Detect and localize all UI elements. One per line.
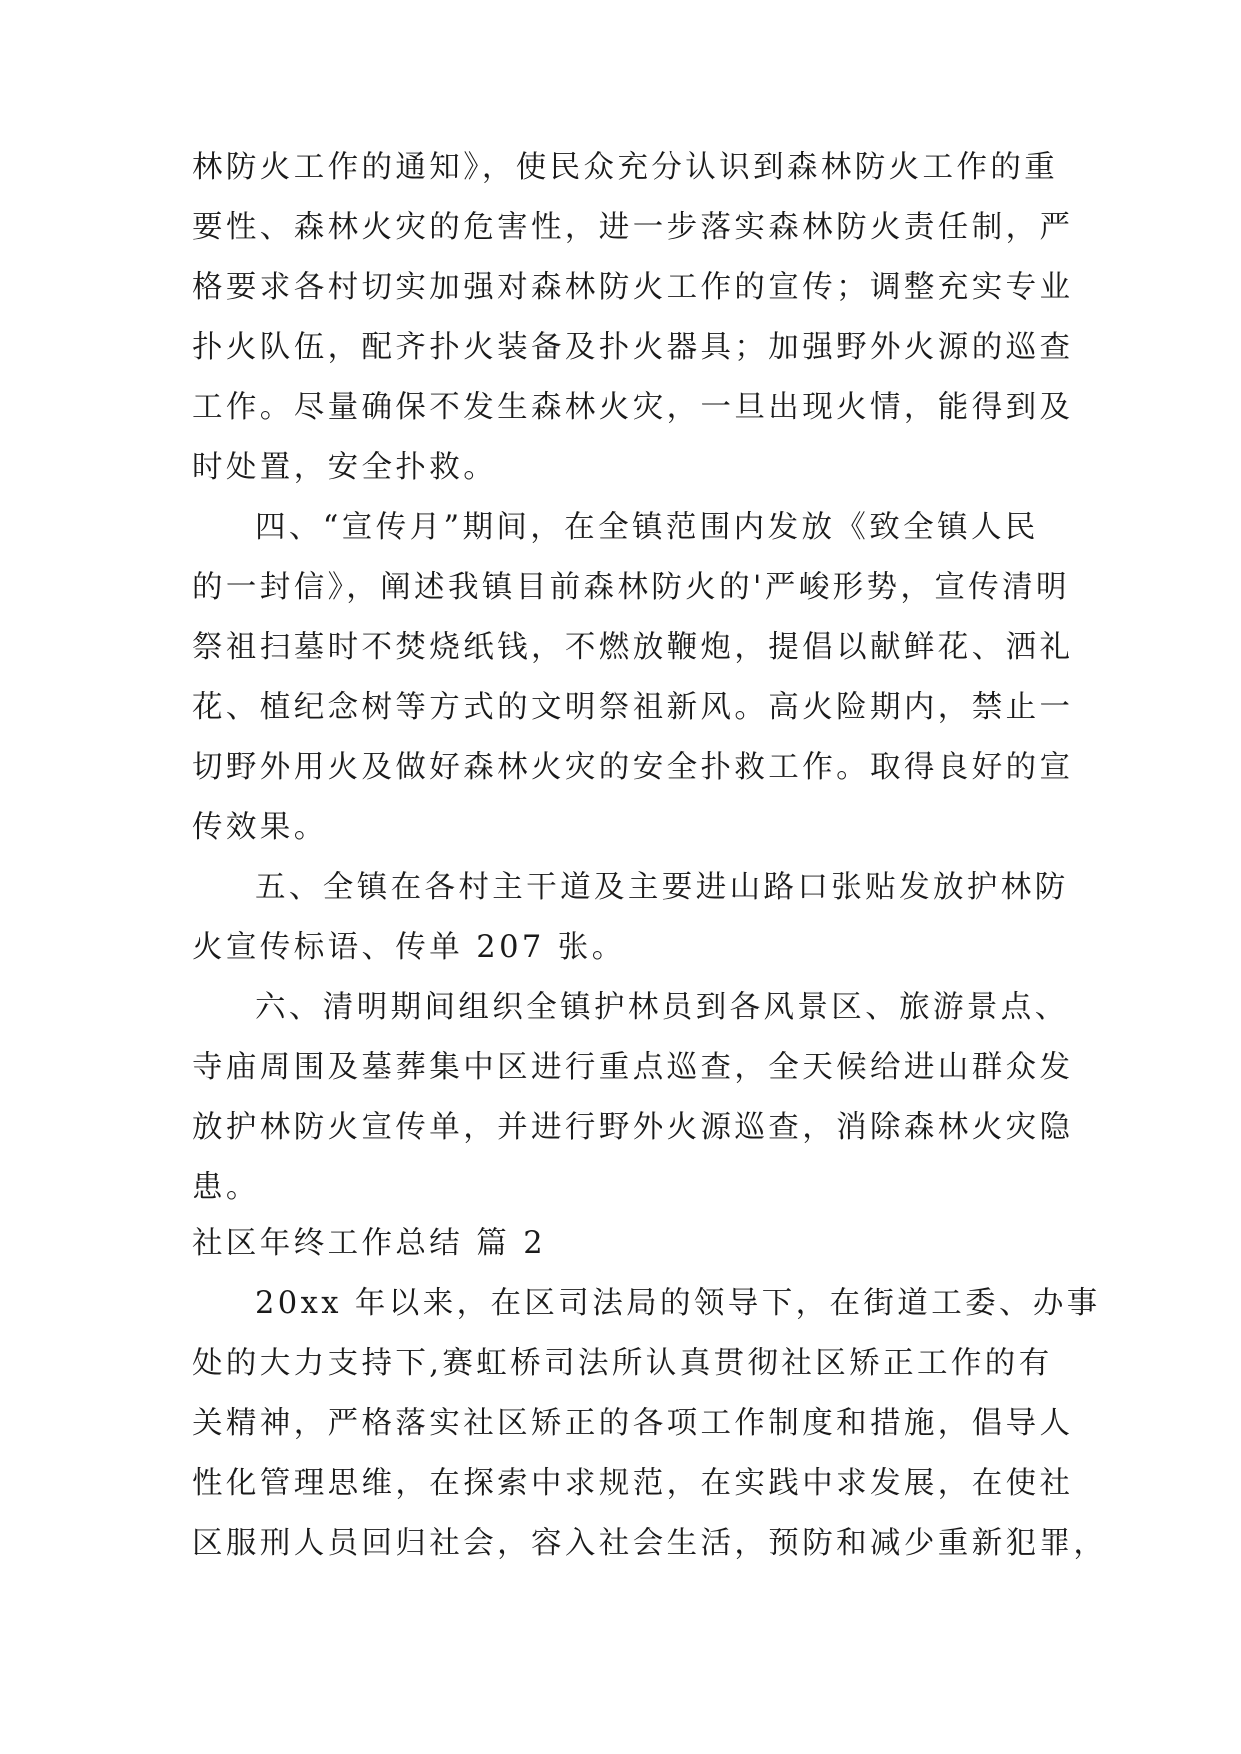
paragraph-line: 时处置，安全扑救。 [192,450,498,485]
paragraph-line: 花、植纪念树等方式的文明祭祖新风。高火险期内，禁止一 [192,690,1074,725]
paragraph-line: 20xx 年以来，在区司法局的领导下，在街道工委、办事 [255,1286,1101,1321]
paragraph-line: 火宣传标语、传单 207 张。 [192,930,626,965]
paragraph-line: 寺庙周围及墓葬集中区进行重点巡查，全天候给进山群众发 [192,1050,1074,1085]
paragraph-line: 性化管理思维，在探索中求规范，在实践中求发展，在使社 [192,1466,1074,1501]
paragraph-line: 六、清明期间组织全镇护林员到各风景区、旅游景点、 [255,990,1069,1025]
paragraph-line: 林防火工作的通知》，使民众充分认识到森林防火工作的重 [192,150,1059,185]
paragraph-line: 格要求各村切实加强对森林防火工作的宣传；调整充实专业 [192,270,1074,305]
paragraph-line: 四、“宣传月”期间，在全镇范围内发放《致全镇人民 [255,510,1039,545]
paragraph-line: 区服刑人员回归社会，容入社会生活，预防和减少重新犯罪， [192,1526,1108,1561]
paragraph-line: 工作。尽量确保不发生森林火灾，一旦出现火情，能得到及 [192,390,1074,425]
paragraph-line: 扑火队伍，配齐扑火装备及扑火器具；加强野外火源的巡查 [192,330,1074,365]
paragraph-line: 祭祖扫墓时不焚烧纸钱，不燃放鞭炮，提倡以献鲜花、洒礼 [192,630,1074,665]
paragraph-line: 患。 [192,1170,260,1205]
paragraph-line: 的一封信》，阐述我镇目前森林防火的'严峻形势，宣传清明 [192,570,1070,605]
paragraph-line: 要性、森林火灾的危害性，进一步落实森林防火责任制，严 [192,210,1074,245]
paragraph-line: 关精神，严格落实社区矫正的各项工作制度和措施，倡导人 [192,1406,1074,1441]
paragraph-line: 切野外用火及做好森林火灾的安全扑救工作。取得良好的宣 [192,750,1074,785]
section-heading: 社区年终工作总结 篇 2 [192,1226,547,1261]
paragraph-line: 处的大力支持下,赛虹桥司法所认真贯彻社区矫正工作的有 [192,1346,1053,1381]
paragraph-line: 五、全镇在各村主干道及主要进山路口张贴发放护林防 [255,870,1069,905]
paragraph-line: 传效果。 [192,810,328,845]
paragraph-line: 放护林防火宣传单，并进行野外火源巡查，消除森林火灾隐 [192,1110,1074,1145]
